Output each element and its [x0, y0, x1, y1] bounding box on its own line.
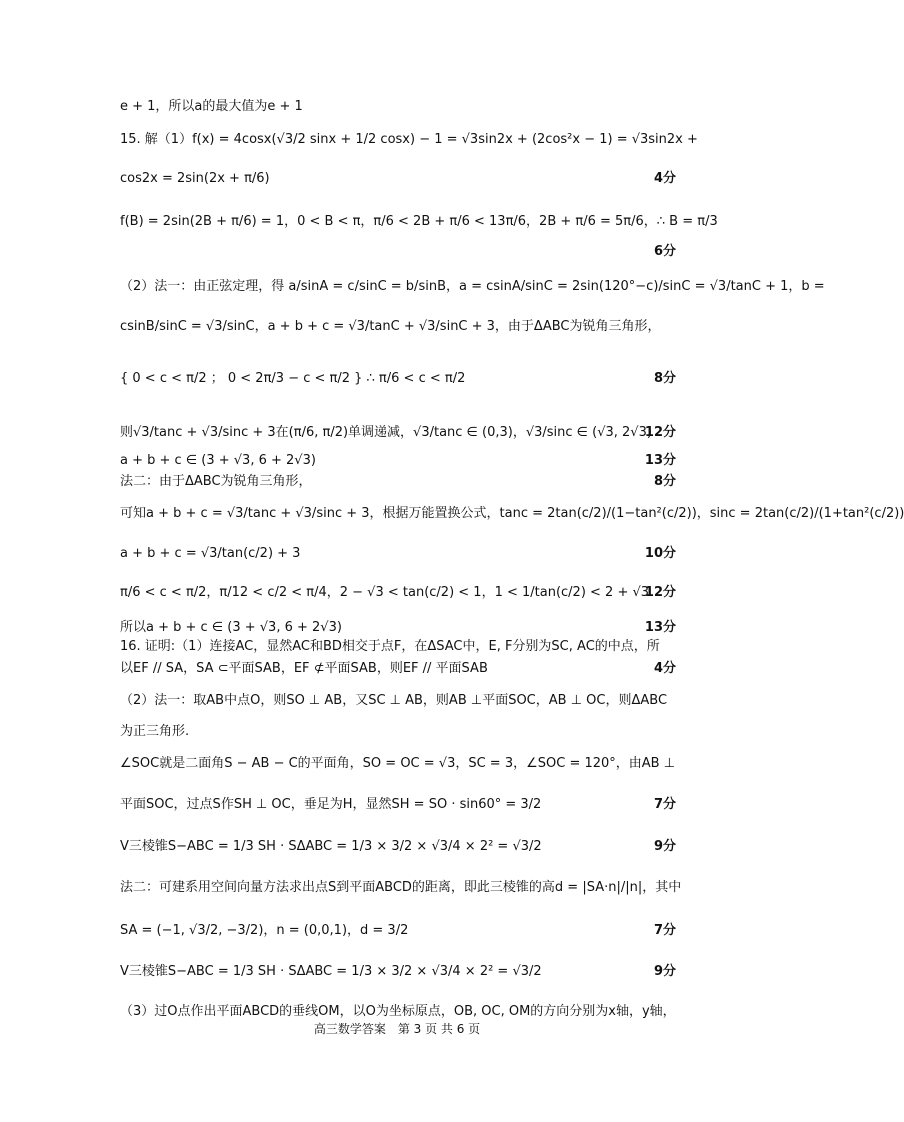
line-text: 为正三角形. [120, 724, 190, 739]
line-text: 16. 证明:（1）连接AC，显然AC和BD相交于点F，在ΔSAC中，E, F分别为SC, AC的中点，所 [120, 639, 660, 654]
score-label: 8分 [653, 474, 676, 489]
line-text: e + 1，所以a的最大值为e + 1 [120, 99, 303, 114]
score-label: 4分 [653, 661, 676, 676]
score-label: 7分 [653, 923, 676, 938]
score-label: 6分 [653, 244, 676, 259]
line-text: csinB/sinC = √3/sinC，a + b + c = √3/tanC + √3/sinC + 3，由于ΔABC为锐角三角形， [120, 319, 661, 334]
line-text: 15. 解（1）f(x) = 4cosx(√3/2 sinx + 1/2 cosx) − 1 = √3sin2x + (2cos²x − 1) = √3sin2x + [120, 132, 698, 147]
score-label: 12分 [644, 585, 676, 600]
line-text: a + b + c ∈ (3 + √3, 6 + 2√3) [120, 453, 316, 468]
score-label: 7分 [653, 797, 676, 812]
line-text: cos2x = 2sin(2x + π/6) [120, 171, 270, 186]
score-label: 9分 [653, 839, 676, 854]
line-text: SA = (−1, √3/2, −3/2)，n = (0,0,1)，d = 3/2 [120, 923, 409, 938]
line-text: V三棱锥S−ABC = 1/3 SH · SΔABC = 1/3 × 3/2 × √3/4 × 2² = √3/2 [120, 839, 542, 854]
line-text: 可知a + b + c = √3/tanc + √3/sinc + 3，根据万能置换公式，tanc = 2tan(c/2)/(1−tan²(c/2))，sinc = 2tan(c/2)/(1+tan²(c/2)) [120, 506, 904, 521]
line-text: f(B) = 2sin(2B + π/6) = 1，0 < B < π，π/6 < 2B + π/6 < 13π/6，2B + π/6 = 5π/6，∴ B = π/3 [120, 214, 718, 229]
line-text: （3）过O点作出平面ABCD的垂线OM，以O为坐标原点，OB, OC, OM的方向分别为x轴，y轴， [120, 1004, 676, 1019]
line-text: 平面SOC，过点S作SH ⊥ OC，垂足为H，显然SH = SO · sin60° = 3/2 [120, 797, 542, 812]
line-text: ∠SOC就是二面角S − AB − C的平面角，SO = OC = √3，SC = 3，∠SOC = 120°，由AB ⊥ [120, 756, 676, 771]
line-text: 则√3/tanc + √3/sinc + 3在(π/6, π/2)单调递减，√3/tanc ∈ (0,3)，√3/sinc ∈ (√3, 2√3) [120, 425, 652, 440]
score-label: 13分 [644, 453, 676, 468]
line-text: 所以a + b + c ∈ (3 + √3, 6 + 2√3) [120, 620, 342, 635]
score-label: 4分 [653, 171, 676, 186]
line-text: { 0 < c < π/2 ； 0 < 2π/3 − c < π/2 } ∴ π/6 < c < π/2 [120, 371, 466, 386]
score-label: 8分 [653, 371, 676, 386]
line-text: （2）法一：由正弦定理，得 a/sinA = c/sinC = b/sinB，a = csinA/sinC = 2sin(120°−c)/sinC = √3/tanC + 1，b = [120, 279, 825, 294]
score-label: 13分 [644, 620, 676, 635]
line-text: a + b + c = √3/tan(c/2) + 3 [120, 546, 301, 561]
score-label: 9分 [653, 964, 676, 979]
line-text: 法二：由于ΔABC为锐角三角形， [120, 474, 312, 489]
line-text: 法二：可建系用空间向量方法求出点S到平面ABCD的距离，即此三棱锥的高d = |SA·n|/|n|，其中 [120, 880, 682, 895]
line-text: 以EF // SA，SA ⊂平面SAB，EF ⊄平面SAB，则EF // 平面SAB [120, 661, 488, 676]
page-footer: 高三数学答案 第 3 页 共 6 页 [313, 1022, 481, 1036]
line-text: π/6 < c < π/2，π/12 < c/2 < π/4，2 − √3 < tan(c/2) < 1，1 < 1/tan(c/2) < 2 + √3 [120, 585, 650, 600]
score-label: 10分 [644, 546, 676, 561]
line-text: V三棱锥S−ABC = 1/3 SH · SΔABC = 1/3 × 3/2 × √3/4 × 2² = √3/2 [120, 964, 542, 979]
line-text: （2）法一：取AB中点O，则SO ⊥ AB，又SC ⊥ AB，则AB ⊥平面SOC，AB ⊥ OC，则ΔABC [120, 693, 668, 708]
score-label: 12分 [644, 425, 676, 440]
